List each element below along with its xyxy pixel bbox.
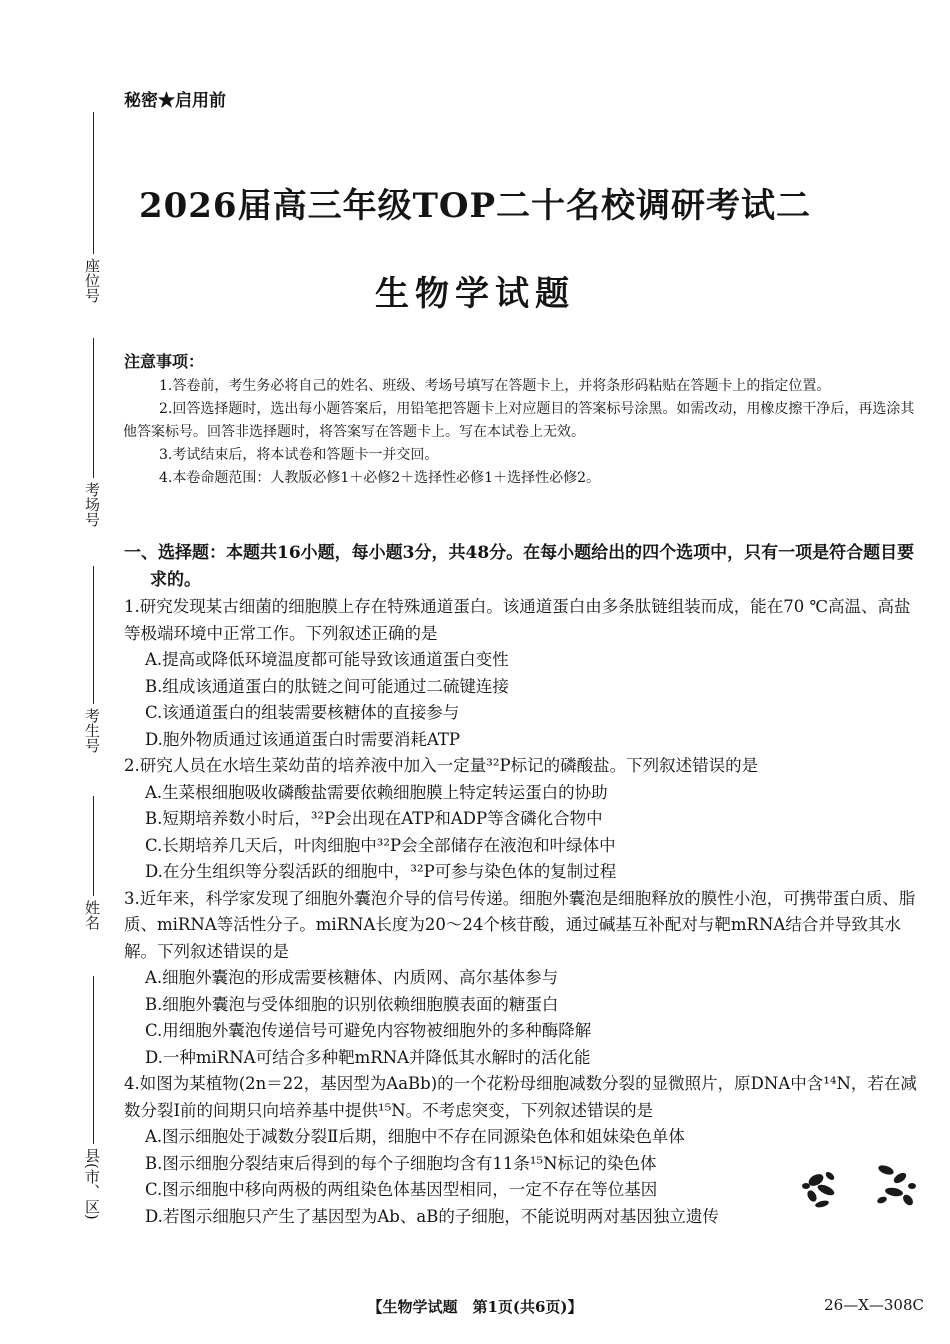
notes-heading: 注意事项：: [124, 352, 205, 371]
paper-code: 26—X—308C: [824, 1296, 924, 1314]
question-stem: 2.研究人员在水培生菜幼苗的培养液中加入一定量³²P标记的磷酸盐。下列叙述错误的是: [124, 756, 759, 775]
option-c: C.长期培养几天后，叶肉细胞中³²P会全部储存在液泡和叶绿体中: [145, 835, 616, 855]
side-label-candidate: 考生号: [83, 708, 101, 753]
option-b: B.短期培养数小时后，³²P会出现在ATP和ADP等含磷化合物中: [145, 809, 603, 828]
notes-item: 3.考试结束后，将本试卷和答题卡一并交回。: [159, 447, 439, 463]
side-label-room: 考场号: [83, 482, 101, 527]
notes-item: 2.回答选择题时，选出每小题答案后，用铅笔把答题卡上对应题目的答案标号涂黑。如需改动，用橡皮擦干净后，再选涂其他答案标号。回答非选择题时，将答案写在答题卡上。写在本试卷上无效。: [123, 401, 915, 440]
side-field-county: [78, 976, 102, 1260]
option-b: B.图示细胞分裂结束后得到的每个子细胞均含有11条¹⁵N标记的染色体: [145, 1153, 657, 1173]
option-c: C.该通道蛋白的组装需要核糖体的直接参与: [145, 703, 460, 722]
option-d: D.胞外物质通过该通道蛋白时需要消耗ATP: [145, 729, 461, 749]
side-field-candidate: [78, 566, 102, 760]
option-a: A.生菜根细胞吸收磷酸盐需要依赖细胞膜上特定转运蛋白的协助: [145, 782, 608, 802]
question-area: [124, 540, 924, 1230]
question-2: [124, 753, 924, 886]
question-3: [124, 886, 924, 1072]
option-d: D.若图示细胞只产生了基因型为Ab、aB的子细胞，不能说明两对基因独立遗传: [145, 1206, 719, 1226]
chromosome-micrograph-icon: [796, 1156, 924, 1220]
section-heading: 一、选择题：本题共16小题，每小题3分，共48分。在每小题给出的四个选项中，只有一项是符合题目要求的。: [124, 543, 915, 590]
exam-subtitle: 生物学试题: [375, 274, 575, 314]
notes-item: 4.本卷命题范围：人教版必修1＋必修2＋选择性必修1＋选择性必修2。: [159, 470, 600, 486]
option-b: B.细胞外囊泡与受体细胞的识别依赖细胞膜表面的糖蛋白: [145, 994, 559, 1014]
option-a: A.细胞外囊泡的形成需要核糖体、内质网、高尔基体参与: [145, 968, 559, 987]
secret-label: 秘密★启用前: [124, 91, 226, 111]
side-field-room: [78, 338, 102, 534]
side-field-name: [78, 796, 102, 946]
notes-section: [124, 350, 924, 490]
option-d: D.在分生组织等分裂活跃的细胞中，³²P可参与染色体的复制过程: [145, 862, 617, 881]
side-label-seat: 座位号: [83, 258, 101, 303]
option-a: A.图示细胞处于减数分裂Ⅱ后期，细胞中不存在同源染色体和姐妹染色单体: [145, 1127, 685, 1146]
option-c: C.用细胞外囊泡传递信号可避免内容物被细胞外的多种酶降解: [145, 1021, 592, 1040]
side-label-county: 县(市、区): [83, 1148, 101, 1220]
option-c: C.图示细胞中移向两极的两组染色体基因型相同，一定不存在等位基因: [145, 1180, 658, 1199]
option-b: B.组成该通道蛋白的肽链之间可能通过二硫键连接: [145, 676, 509, 696]
question-stem: 4.如图为某植物(2n＝22，基因型为AaBb)的一个花粉母细胞减数分裂的显微照片，原DNA中含¹⁴N，若在减数分裂Ⅰ前的间期只向培养基中提供¹⁵N。不考虑突变，下列叙述错误的是: [124, 1074, 917, 1120]
option-a: A.提高或降低环境温度都可能导致该通道蛋白变性: [145, 650, 509, 669]
micrograph-image: [796, 1156, 924, 1220]
exam-title: 2026届高三年级TOP二十名校调研考试二: [138, 186, 812, 226]
notes-item: 1.答卷前，考生务必将自己的姓名、班级、考场号填写在答题卡上，并将条形码粘贴在答题卡上的指定位置。: [159, 378, 831, 394]
question-1: [124, 594, 924, 753]
option-d: D.一种miRNA可结合多种靶mRNA并降低其水解时的活化能: [145, 1047, 591, 1067]
page-footer: 【生物学试题 第1页(共6页)】: [367, 1298, 583, 1316]
side-label-name: 姓名: [83, 900, 101, 930]
side-field-seat: [78, 112, 102, 308]
question-stem: 3.近年来，科学家发现了细胞外囊泡介导的信号传递。细胞外囊泡是细胞释放的膜性小泡，可携带蛋白质、脂质、miRNA等活性分子。miRNA长度为20～24个核苷酸，通过碱基互补配对与靶mRNA结合并导致其水解。下列叙述错误的是: [124, 888, 916, 961]
question-stem: 1.研究发现某古细菌的细胞膜上存在特殊通道蛋白。该通道蛋白由多条肽链组装而成，能在70 ℃高温、高盐等极端环境中正常工作。下列叙述正确的是: [124, 597, 911, 643]
